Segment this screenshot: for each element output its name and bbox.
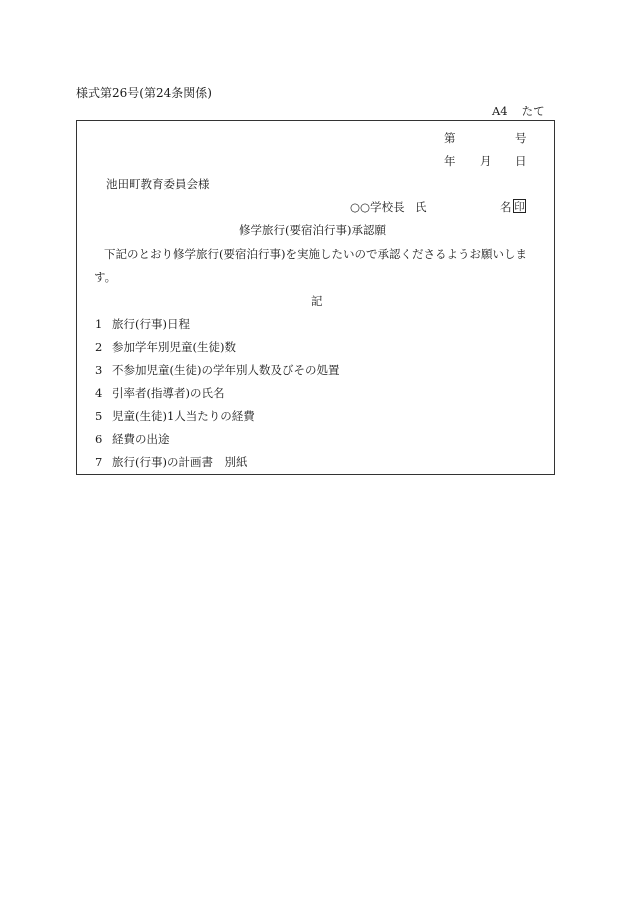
list-item-number: 6 [95, 432, 103, 446]
list-item [95, 385, 224, 401]
ki-heading: 記 [311, 294, 323, 308]
list-item-number: 1 [95, 317, 103, 331]
date-day-label: 日 [515, 154, 527, 168]
paper-orientation-label: たて [521, 104, 545, 118]
list-item-number: 2 [95, 340, 103, 354]
list-item-text: 引率者(指導者)の氏名 [112, 386, 225, 400]
list-item-number: 7 [95, 455, 103, 469]
doc-number-label: 第 [444, 131, 456, 145]
body-text-line-2: す。 [94, 270, 117, 284]
body-text-line-1: 下記のとおり修学旅行(要宿泊行事)を実施したいので承認くださるようお願いしま [104, 247, 527, 261]
list-item-text: 児童(生徒)1人当たりの経費 [112, 409, 255, 423]
sender-name-label: 氏 [415, 200, 427, 214]
list-item [95, 454, 247, 470]
list-item [95, 362, 339, 378]
form-number: 様式第26号(第24条関係) [76, 86, 212, 100]
list-item-text: 不参加児童(生徒)の学年別人数及びその処置 [112, 363, 340, 377]
document-title: 修学旅行(要宿泊行事)承認願 [239, 223, 386, 237]
paper-size-note [492, 103, 545, 119]
doc-number-suffix: 号 [515, 131, 527, 145]
paper-size-label: A4 [492, 104, 508, 118]
sender-title: ○○学校長 [350, 200, 405, 214]
date-year-label: 年 [444, 154, 456, 168]
list-item-text: 参加学年別児童(生徒)数 [112, 340, 236, 354]
addressee: 池田町教育委員会様 [106, 177, 210, 191]
list-item-text: 旅行(行事)の計画書 別紙 [112, 455, 248, 469]
list-item [95, 316, 190, 332]
seal-box: 印 [514, 201, 525, 213]
list-item [95, 339, 236, 355]
sender-name-suffix: 名 [500, 200, 512, 214]
list-item-text: 旅行(行事)日程 [112, 317, 190, 331]
date-month-label: 月 [480, 154, 492, 168]
list-item-number: 5 [95, 409, 103, 423]
list-item [95, 431, 170, 447]
list-item-number: 4 [95, 386, 103, 400]
list-item-number: 3 [95, 363, 103, 377]
list-item-text: 経費の出途 [112, 432, 170, 446]
list-item [95, 408, 255, 424]
